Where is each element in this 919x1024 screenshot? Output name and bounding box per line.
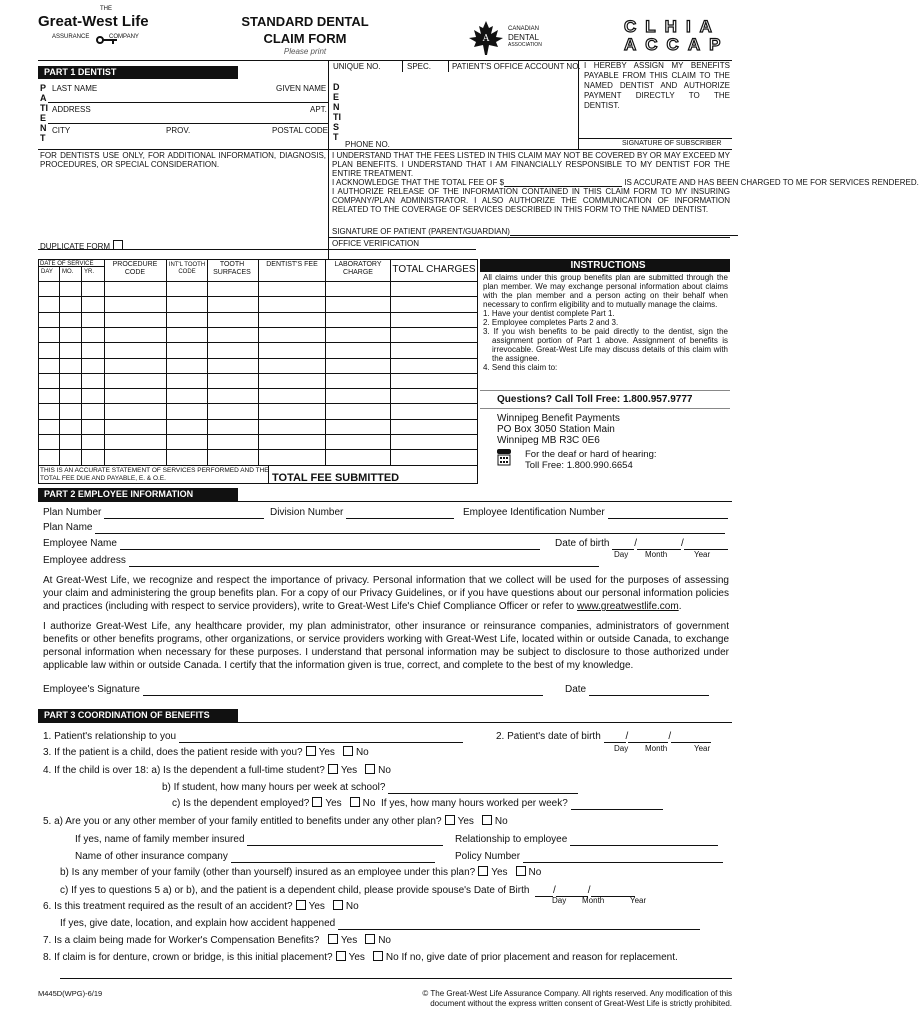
intl-tooth-head: INT'L TOOTH CODE bbox=[168, 262, 206, 275]
q2-month-label: Month bbox=[645, 744, 668, 753]
please-print: Please print bbox=[283, 47, 327, 56]
q5-insured-field[interactable] bbox=[247, 837, 443, 846]
q5c-month-label: Month bbox=[582, 896, 605, 905]
total-fee-field[interactable] bbox=[504, 179, 622, 187]
phone-label: PHONE NO. bbox=[345, 140, 390, 149]
q1-label: 1. Patient's relationship to you bbox=[43, 731, 177, 742]
q6-yes: Yes bbox=[308, 901, 325, 912]
apt-label: APT. bbox=[310, 105, 327, 114]
patient-letters: PATIENT bbox=[40, 83, 48, 143]
q4-row bbox=[43, 764, 391, 777]
q3-no: No bbox=[355, 747, 369, 758]
emp-date-row bbox=[565, 683, 709, 696]
understand-text bbox=[332, 151, 919, 214]
q5b-yes: Yes bbox=[491, 867, 508, 878]
q4-no-checkbox[interactable] bbox=[365, 764, 375, 774]
q3-row bbox=[43, 746, 369, 759]
table-row-line bbox=[38, 373, 478, 374]
q3-label: 3. If the patient is a child, does the patient reside with you? bbox=[43, 747, 303, 758]
q6-no: No bbox=[345, 901, 359, 912]
day-head: DAY bbox=[41, 269, 53, 275]
prov-label: PROV. bbox=[166, 126, 191, 135]
emp-sig-field[interactable] bbox=[143, 687, 543, 696]
emp-addr-field[interactable] bbox=[129, 558, 599, 567]
q4-label: 4. If the child is over 18: a) Is the dependent a full-time student? bbox=[43, 765, 325, 776]
table-row-line bbox=[38, 342, 478, 343]
q4c-hours-label: If yes, how many hours worked per week? bbox=[381, 798, 568, 809]
division-label: Division Number bbox=[270, 507, 344, 518]
q5b-yes-checkbox[interactable] bbox=[478, 866, 488, 876]
q5-co-label: Name of other insurance company bbox=[75, 851, 228, 862]
q8-yes-checkbox[interactable] bbox=[336, 951, 346, 961]
addr-line1: Winnipeg Benefit Payments bbox=[497, 413, 620, 424]
plan-number-field[interactable] bbox=[104, 510, 264, 519]
q5-label: 5. a) Are you or any other member of your family entitled to benefits under any other plan? bbox=[43, 816, 442, 827]
q4-yes: Yes bbox=[340, 765, 358, 776]
cda-line3: ASSOCIATION bbox=[508, 42, 542, 48]
cda-logo bbox=[508, 26, 542, 49]
q6-detail-field[interactable] bbox=[338, 921, 700, 930]
dentist-use-text: FOR DENTISTS USE ONLY, FOR ADDITIONAL INFORMATION, DIAGNOSIS, PROCEDURES, OR SPECIAL CONSIDERATION. bbox=[40, 151, 326, 169]
q5b-label: b) Is any member of your family (other than yourself) insured as an employee under this plan? bbox=[60, 867, 476, 878]
emp-id-label: Employee Identification Number bbox=[463, 507, 605, 518]
instr-step3: 3. If you wish benefits to be paid directly to the dentist, sign the assignment portion of Part 1 above. Assignment of benefits is irrevocable. Great-West Life may discuss details of this claim with the assignee. bbox=[483, 327, 728, 363]
dob-day-label: Day bbox=[614, 550, 629, 559]
addr-line3: Winnipeg MB R3C 0E6 bbox=[497, 435, 600, 446]
q6-detail-row bbox=[60, 917, 700, 930]
q3-yes: Yes bbox=[318, 747, 335, 758]
table-row-line bbox=[38, 312, 478, 313]
part1-bar: PART 1 DENTIST bbox=[38, 66, 238, 79]
dob-year-label: Year bbox=[694, 550, 711, 559]
q8-yes: Yes bbox=[348, 952, 365, 963]
q5b-no-checkbox[interactable] bbox=[516, 866, 526, 876]
privacy-statement: At Great-West Life, we recognize and respect the importance of privacy. Personal information that we collect will be used for the purposes of assessing your claim and administering the group benefits plan. For a copy of our Privacy Guidelines, or if you have questions about our personal information policies and practices (including with respect to service providers), write to Great-West Life's Chief Compliance Officer or refer to www.greatwestlife.com. bbox=[43, 575, 729, 612]
q1-field[interactable] bbox=[179, 734, 463, 743]
deaf-line2: Toll Free: 1.800.990.6654 bbox=[525, 460, 633, 471]
plan-number-label: Plan Number bbox=[43, 507, 102, 518]
q3-no-checkbox[interactable] bbox=[343, 746, 353, 756]
q8-label: 8. If claim is for denture, crown or bridge, is this initial placement? bbox=[43, 952, 333, 963]
instr-step2: 2. Employee completes Parts 2 and 3. bbox=[483, 318, 619, 327]
emp-date-field[interactable] bbox=[589, 687, 709, 696]
q5c-day[interactable] bbox=[535, 888, 553, 897]
cda-line1: CANADIAN bbox=[508, 26, 540, 32]
q4b-label: b) If student, how many hours per week at school? bbox=[162, 782, 386, 793]
q5-pol-label: Policy Number bbox=[455, 851, 521, 862]
part2-bar: PART 2 EMPLOYEE INFORMATION bbox=[38, 488, 238, 501]
q5-co-field[interactable] bbox=[231, 854, 435, 863]
logo-the: THE bbox=[100, 6, 112, 12]
q4c-yes-checkbox[interactable] bbox=[312, 797, 322, 807]
q7-no: No bbox=[378, 935, 391, 946]
plan-name-label: Plan Name bbox=[43, 522, 93, 533]
instructions-bar: INSTRUCTIONS bbox=[480, 259, 730, 272]
q8-no-checkbox[interactable] bbox=[373, 951, 383, 961]
title-line1: STANDARD DENTAL bbox=[241, 14, 369, 29]
q8-no: No bbox=[385, 952, 399, 963]
q2-day-label: Day bbox=[614, 744, 629, 753]
q6-label: 6. Is this treatment required as the result of an accident? bbox=[43, 901, 293, 912]
q5c-year-label: Year bbox=[630, 896, 647, 905]
table-row-line bbox=[38, 434, 478, 435]
questions-toll-free: Questions? Call Toll Free: 1.800.957.9777 bbox=[497, 394, 693, 405]
ack-line bbox=[332, 178, 919, 187]
q4-no: No bbox=[378, 765, 391, 776]
q7-yes-checkbox[interactable] bbox=[328, 934, 338, 944]
q6-no-checkbox[interactable] bbox=[333, 900, 343, 910]
lab-charge-head: LABORATORY CHARGE bbox=[334, 261, 382, 276]
ack-prefix: I ACKNOWLEDGE THAT THE TOTAL FEE OF $ bbox=[332, 178, 505, 187]
authorization-text: I authorize Great-West Life, any healthcare provider, my plan administrator, other insurance or reinsurance companies, administrators of government benefits or other benefits programs, other organizations, or service providers working with Great-West Life, located within or outside Canada, to exchange personal information when necessary for these purposes. I understand that personal information may be subject to disclosure to those authorized under applicable law within or outside Canada. I certify that the information given is true, correct, and complete to the best of my knowledge. bbox=[43, 621, 729, 671]
emp-date-label: Date bbox=[565, 684, 587, 695]
title-line2: CLAIM FORM bbox=[263, 31, 347, 46]
understand-p1: I UNDERSTAND THAT THE FEES LISTED IN THIS CLAIM MAY NOT BE COVERED BY OR MAY EXCEED MY PLAN BENEFITS. I UNDERSTAND THAT I AM FINANCIALLY RESPONSIBLE TO MY DENTIST FOR THE ENTIRE TREATMENT. bbox=[332, 151, 730, 178]
emp-addr-label: Employee address bbox=[43, 555, 126, 566]
emp-addr-row bbox=[43, 554, 599, 567]
q6-yes-checkbox[interactable] bbox=[296, 900, 306, 910]
q2-label: 2. Patient's date of birth bbox=[496, 731, 601, 742]
q6-detail-label: If yes, give date, location, and explain how accident happened bbox=[60, 918, 336, 929]
unique-no-label: UNIQUE NO. bbox=[333, 62, 381, 71]
maple-leaf-icon bbox=[468, 20, 504, 56]
q2-month[interactable] bbox=[628, 734, 668, 743]
q7-no-checkbox[interactable] bbox=[365, 934, 375, 944]
emp-id-field[interactable] bbox=[608, 510, 728, 519]
deaf-info bbox=[525, 449, 657, 471]
office-verification: OFFICE VERIFICATION bbox=[332, 239, 419, 248]
plan-name-row bbox=[43, 521, 725, 534]
dob-month[interactable] bbox=[637, 541, 681, 550]
emp-id-row bbox=[463, 506, 728, 519]
q4b-field[interactable] bbox=[388, 785, 578, 794]
q1-row bbox=[43, 730, 463, 743]
q5-yes: Yes bbox=[457, 816, 474, 827]
q5-insured-label: If yes, name of family member insured bbox=[75, 834, 245, 845]
q5-rel-row bbox=[455, 833, 718, 846]
cda-line2: DENTAL bbox=[508, 33, 539, 42]
q5-pol-row bbox=[455, 850, 723, 863]
tty-phone-icon bbox=[496, 448, 512, 466]
q7-label: 7. Is a claim being made for Worker's Compensation Benefits? bbox=[43, 935, 320, 946]
addr-line2: PO Box 3050 Station Main bbox=[497, 424, 615, 435]
q4c-label: c) Is the dependent employed? bbox=[172, 798, 310, 809]
gwl-logo bbox=[38, 5, 168, 50]
dentist-fee-head: DENTIST'S FEE bbox=[266, 261, 318, 268]
q2-row: 2. Patient's date of birth / / bbox=[496, 730, 711, 743]
clhia-logo bbox=[624, 18, 732, 54]
dob-month-label: Month bbox=[645, 550, 668, 559]
spec-label: SPEC. bbox=[407, 62, 432, 71]
division-field[interactable] bbox=[346, 510, 454, 519]
emp-sig-label: Employee's Signature bbox=[43, 684, 140, 695]
date-of-service-head: DATE OF SERVICE bbox=[40, 261, 94, 267]
given-name-label: GIVEN NAME bbox=[276, 84, 327, 93]
q6-row bbox=[43, 900, 359, 913]
q4c-hours-field[interactable] bbox=[571, 801, 663, 810]
plan-name-field[interactable] bbox=[95, 525, 725, 534]
assignment-text: I HEREBY ASSIGN MY BENEFITS PAYABLE FROM THIS CLAIM TO THE NAMED DENTIST AND AUTHORIZE PAYMENT DIRECTLY TO THE DENTIST. bbox=[584, 61, 730, 110]
q4c-no: No bbox=[362, 798, 376, 809]
clhia-bottom: ACCAP bbox=[624, 35, 730, 54]
ack-suffix: IS ACCURATE AND HAS BEEN CHARGED TO ME FOR SERVICES RENDERED. bbox=[624, 178, 919, 187]
instr-intro: All claims under this group benefits plan are submitted through the plan member. We may exchange personal information about claims with the plan member and a person acting on their behalf when necessary to confirm eligibility and to mutually manage the claims. bbox=[483, 273, 728, 309]
q4b-row bbox=[162, 781, 578, 794]
q5-co-row bbox=[75, 850, 435, 863]
q5b-row bbox=[60, 866, 541, 879]
city-label: CITY bbox=[52, 126, 71, 135]
table-row-line bbox=[38, 449, 478, 450]
q2-year-label: Year bbox=[694, 744, 711, 753]
emp-sig-row bbox=[43, 683, 543, 696]
part3-bar: PART 3 COORDINATION OF BENEFITS bbox=[38, 709, 238, 722]
table-row-line bbox=[38, 327, 478, 328]
procedure-code-head: PROCEDURE CODE bbox=[112, 261, 158, 276]
dentist-letters: DENTIST bbox=[333, 82, 341, 142]
logo-sub: ASSURANCE COMPANY bbox=[52, 34, 139, 40]
division-row bbox=[270, 506, 454, 519]
clhia-top: CLHIA bbox=[624, 17, 721, 36]
q5c-label: c) If yes to questions 5 a) or b), and the patient is a dependent child, please provide spouse's Date of Birth bbox=[60, 885, 530, 896]
table-row-line bbox=[38, 403, 478, 404]
emp-name-label: Employee Name bbox=[43, 538, 117, 549]
instructions-body bbox=[483, 273, 728, 372]
privacy-text: At Great-West Life, we recognize and respect the importance of privacy. Personal information that we collect will be used for the purposes of assessing your claim and administering the group benefits plan. For a copy of our Privacy Guidelines, or if you have questions about our personal information policies and practices (including with respect to service providers), write to Great-West Life's Chief Compliance Officer or refer to bbox=[43, 575, 729, 612]
emp-name-row bbox=[43, 537, 540, 550]
dob-label: Date of birth bbox=[555, 538, 610, 549]
deaf-line1: For the deaf or hard of hearing: bbox=[525, 449, 657, 460]
q8-no-detail: If no, give date of prior placement and reason for replacement. bbox=[401, 952, 678, 963]
q2-day[interactable] bbox=[604, 734, 626, 743]
q5-no-checkbox[interactable] bbox=[482, 815, 492, 825]
mo-head: MO. bbox=[62, 269, 74, 275]
q3-yes-checkbox[interactable] bbox=[306, 746, 316, 756]
instr-step4: 4. Send this claim to: bbox=[483, 363, 558, 372]
total-fee-submitted: TOTAL FEE SUBMITTED bbox=[272, 472, 400, 484]
q4c-no-checkbox[interactable] bbox=[350, 797, 360, 807]
q4-yes-checkbox[interactable] bbox=[328, 764, 338, 774]
q5c-day-label: Day bbox=[552, 896, 567, 905]
postal-code-label: POSTAL CODE bbox=[272, 126, 329, 135]
patient-sig-label: SIGNATURE OF PATIENT (PARENT/GUARDIAN) bbox=[332, 227, 510, 236]
table-row-line bbox=[38, 465, 478, 466]
key-icon bbox=[96, 31, 118, 39]
tooth-surfaces-head: TOOTH SURFACES bbox=[213, 261, 251, 276]
duplicate-label: DUPLICATE FORM bbox=[40, 242, 111, 251]
understand-p3: I AUTHORIZE RELEASE OF THE INFORMATION CONTAINED IN THIS CLAIM FORM TO MY INSURING COMPANY/PLAN ADMINISTRATOR. I ALSO AUTHORIZE THE COMMUNICATION OF INFORMATION RELATED TO THE COVERAGE OF SERVICES DESCRIBED IN THIS FORM TO THE NAMED DENTIST. bbox=[332, 187, 730, 214]
office-account-label: PATIENT'S OFFICE ACCOUNT NO. bbox=[452, 62, 581, 71]
copyright bbox=[370, 989, 732, 1009]
privacy-link[interactable]: www.greatwestlife.com bbox=[576, 601, 679, 612]
q5-insured-row bbox=[75, 833, 443, 846]
dob-day[interactable] bbox=[612, 541, 634, 550]
table-row-line bbox=[38, 296, 478, 297]
table-row-line bbox=[38, 358, 478, 359]
form-title bbox=[230, 14, 380, 56]
logo-brand: Great-West Life bbox=[38, 13, 149, 30]
patient-signature[interactable] bbox=[332, 227, 738, 236]
dob-year[interactable] bbox=[684, 541, 728, 550]
q5b-no: No bbox=[528, 867, 542, 878]
q5-rel-field[interactable] bbox=[570, 837, 718, 846]
q7-row bbox=[43, 934, 391, 947]
last-name-label: LAST NAME bbox=[52, 84, 98, 93]
accurate-statement: THIS IS AN ACCURATE STATEMENT OF SERVICES PERFORMED AND THE TOTAL FEE DUE AND PAYABLE, E. & O.E. bbox=[40, 467, 269, 482]
q8-row bbox=[43, 951, 678, 964]
table-row-line bbox=[38, 388, 478, 389]
q2-year[interactable] bbox=[671, 734, 711, 743]
q4c-yes: Yes bbox=[325, 798, 342, 809]
mailing-address bbox=[497, 413, 620, 446]
total-charges-head: TOTAL CHARGES bbox=[392, 264, 476, 275]
address-label: ADDRESS bbox=[52, 105, 91, 114]
q7-yes: Yes bbox=[340, 935, 358, 946]
last-name-field[interactable] bbox=[52, 93, 322, 101]
form-code: M445D(WPG)-6/19 bbox=[38, 989, 103, 998]
subscriber-signature[interactable]: SIGNATURE OF SUBSCRIBER bbox=[622, 140, 722, 147]
q5c-row: c) If yes to questions 5 a) or b), and the patient is a dependent child, please provide spouse's Date of Birth / / bbox=[60, 884, 635, 897]
yr-head: YR. bbox=[84, 269, 95, 275]
q5-no: No bbox=[494, 816, 508, 827]
table-row-line bbox=[38, 419, 478, 420]
q4c-row bbox=[172, 797, 663, 810]
copyright-line1: © The Great-West Life Assurance Company. All rights reserved. Any modification of this bbox=[422, 989, 732, 998]
emp-name-field[interactable] bbox=[120, 541, 540, 550]
q5-row bbox=[43, 815, 508, 828]
instr-step1: 1. Have your dentist complete Part 1. bbox=[483, 309, 615, 318]
copyright-line2: document without the express written consent of Great-West Life is strictly prohibited. bbox=[430, 999, 732, 1008]
plan-number-row bbox=[43, 506, 264, 519]
q5-pol-field[interactable] bbox=[523, 854, 723, 863]
q5-yes-checkbox[interactable] bbox=[445, 815, 455, 825]
svg-text:A: A bbox=[482, 34, 490, 44]
q5-rel-label: Relationship to employee bbox=[455, 834, 568, 845]
dob-row: Date of birth / / bbox=[555, 537, 728, 550]
